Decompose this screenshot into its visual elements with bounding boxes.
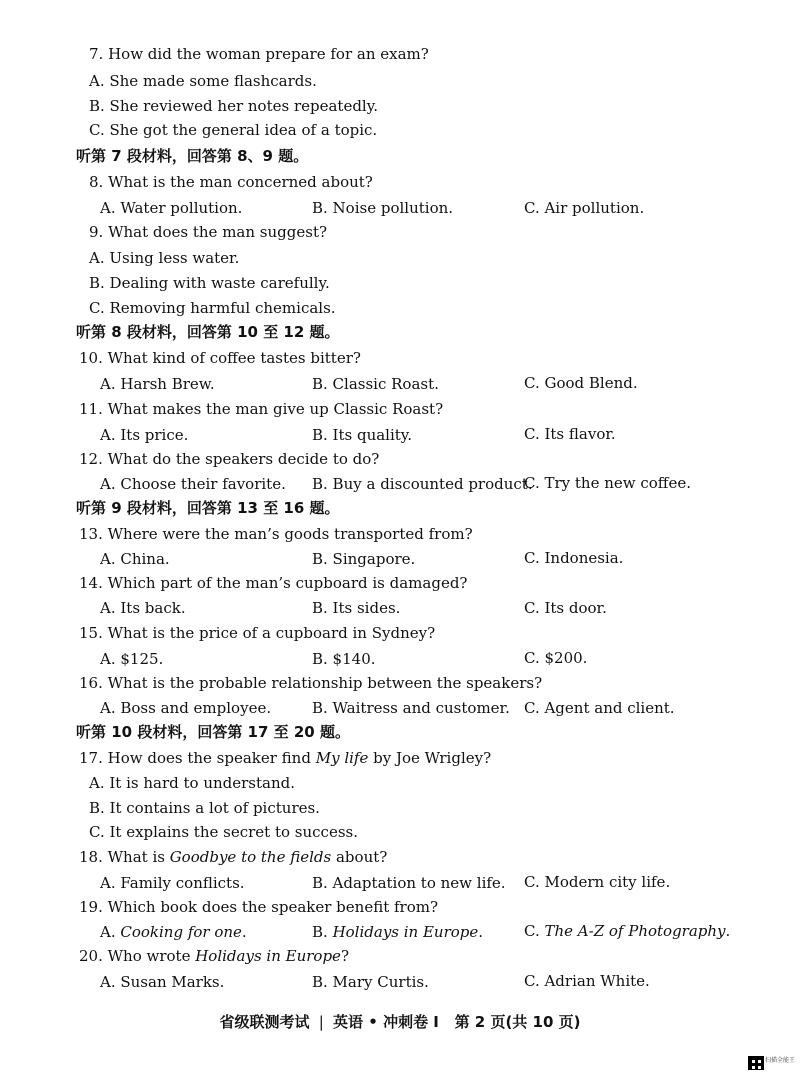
q8-option-a: A. Water pollution. [100, 199, 243, 217]
q17-suffix: by Joe Wrigley? [368, 749, 492, 767]
q19-option-b [312, 922, 483, 942]
scanner-watermark: 扫描全能王 [765, 1057, 796, 1064]
q14-option-c: C. Its door. [524, 599, 607, 617]
question-14: 14. Which part of the man’s cupboard is damaged? [79, 574, 468, 592]
q14-option-b: B. Its sides. [312, 599, 401, 617]
q19-c-dot: . [725, 922, 731, 940]
q9-option-b: B. Dealing with waste carefully. [89, 274, 330, 292]
q11-option-c: C. Its flavor. [524, 425, 616, 443]
q15-option-b: B. $140. [312, 650, 376, 668]
question-18 [79, 847, 387, 867]
q20-suffix: ? [340, 947, 349, 965]
q18-option-a: A. Family conflicts. [100, 874, 245, 892]
page-footer [0, 1012, 800, 1032]
question-16: 16. What is the probable relationship between the speakers? [79, 674, 543, 692]
q18-suffix: about? [331, 848, 388, 866]
q7-option-a: A. She made some flashcards. [89, 72, 317, 90]
q7-option-c: C. She got the general idea of a topic. [89, 121, 378, 139]
q19-b-dot: . [478, 923, 484, 941]
question-19: 19. Which book does the speaker benefit from? [79, 898, 439, 916]
q12-option-c: C. Try the new coffee. [524, 474, 691, 492]
q17-book-title: My life [315, 749, 369, 767]
q13-option-a: A. China. [100, 550, 170, 568]
q20-option-a: A. Susan Marks. [100, 973, 225, 991]
q18-prefix: 18. What is [79, 848, 170, 866]
question-8: 8. What is the man concerned about? [89, 173, 373, 191]
q19-a-dot: . [241, 923, 247, 941]
question-13: 13. Where were the man’s goods transported from? [79, 525, 473, 543]
q12-option-a: A. Choose their favorite. [100, 475, 286, 493]
q18-option-c: C. Modern city life. [524, 873, 671, 891]
question-11: 11. What makes the man give up Classic Roast? [79, 400, 444, 418]
q10-option-c: C. Good Blend. [524, 374, 638, 392]
q8-option-b: B. Noise pollution. [312, 199, 454, 217]
q19-b-title: Holidays in Europe [332, 923, 479, 941]
q15-option-c: C. $200. [524, 649, 588, 667]
q10-option-a: A. Harsh Brew. [100, 375, 215, 393]
q10-option-b: B. Classic Roast. [312, 375, 439, 393]
section-7-instruction: 听第 7 段材料，回答第 8、9 题。 [76, 147, 309, 165]
footer-page-number: 第 2 页(共 10 页) [454, 1013, 581, 1031]
footer-exam-name: 省级联测考试 [219, 1013, 310, 1031]
question-20 [79, 946, 349, 966]
q14-option-a: A. Its back. [100, 599, 186, 617]
q16-option-b: B. Waitress and customer. [312, 699, 510, 717]
section-9-instruction: 听第 9 段材料，回答第 13 至 16 题。 [76, 499, 340, 517]
q16-option-c: C. Agent and client. [524, 699, 675, 717]
q20-book-title: Holidays in Europe [195, 947, 341, 965]
section-8-instruction: 听第 8 段材料，回答第 10 至 12 题。 [76, 323, 340, 341]
q17-option-c: C. It explains the secret to success. [89, 823, 358, 841]
q19-c-title: The A-Z of Photography [544, 922, 726, 940]
footer-subject: 英语 • 冲刺卷 Ⅰ [333, 1013, 439, 1031]
q19-option-c [524, 921, 730, 941]
q17-option-b: B. It contains a lot of pictures. [89, 799, 320, 817]
qr-code-icon [748, 1056, 764, 1070]
q11-option-b: B. Its quality. [312, 426, 413, 444]
q13-option-b: B. Singapore. [312, 550, 416, 568]
q15-option-a: A. $125. [100, 650, 164, 668]
q20-option-b: B. Mary Curtis. [312, 973, 429, 991]
q18-option-b: B. Adaptation to new life. [312, 874, 506, 892]
q17-option-a: A. It is hard to understand. [89, 774, 295, 792]
question-9: 9. What does the man suggest? [89, 223, 328, 241]
question-17 [79, 748, 491, 768]
q20-prefix: 20. Who wrote [79, 947, 196, 965]
q11-option-a: A. Its price. [100, 426, 189, 444]
q16-option-a: A. Boss and employee. [100, 699, 272, 717]
question-7: 7. How did the woman prepare for an exam? [89, 45, 429, 63]
question-15: 15. What is the price of a cupboard in Sydney? [79, 624, 436, 642]
q19-b-letter: B. [312, 923, 333, 941]
q13-option-c: C. Indonesia. [524, 549, 624, 567]
q19-option-a [100, 922, 247, 942]
q7-option-b: B. She reviewed her notes repeatedly. [89, 97, 378, 115]
q9-option-c: C. Removing harmful chemicals. [89, 299, 336, 317]
q19-a-letter: A. [100, 923, 121, 941]
q17-prefix: 17. How does the speaker find [79, 749, 316, 767]
section-10-instruction: 听第 10 段材料，回答第 17 至 20 题。 [76, 723, 350, 741]
footer-separator: | [318, 1013, 324, 1031]
q12-option-b: B. Buy a discounted product. [312, 475, 533, 493]
q20-option-c: C. Adrian White. [524, 972, 650, 990]
q18-book-title: Goodbye to the fields [169, 848, 332, 866]
q9-option-a: A. Using less water. [89, 249, 240, 267]
question-12: 12. What do the speakers decide to do? [79, 450, 380, 468]
q19-c-letter: C. [524, 922, 545, 940]
q19-a-title: Cooking for one [120, 923, 242, 941]
q8-option-c: C. Air pollution. [524, 199, 645, 217]
question-10: 10. What kind of coffee tastes bitter? [79, 349, 361, 367]
